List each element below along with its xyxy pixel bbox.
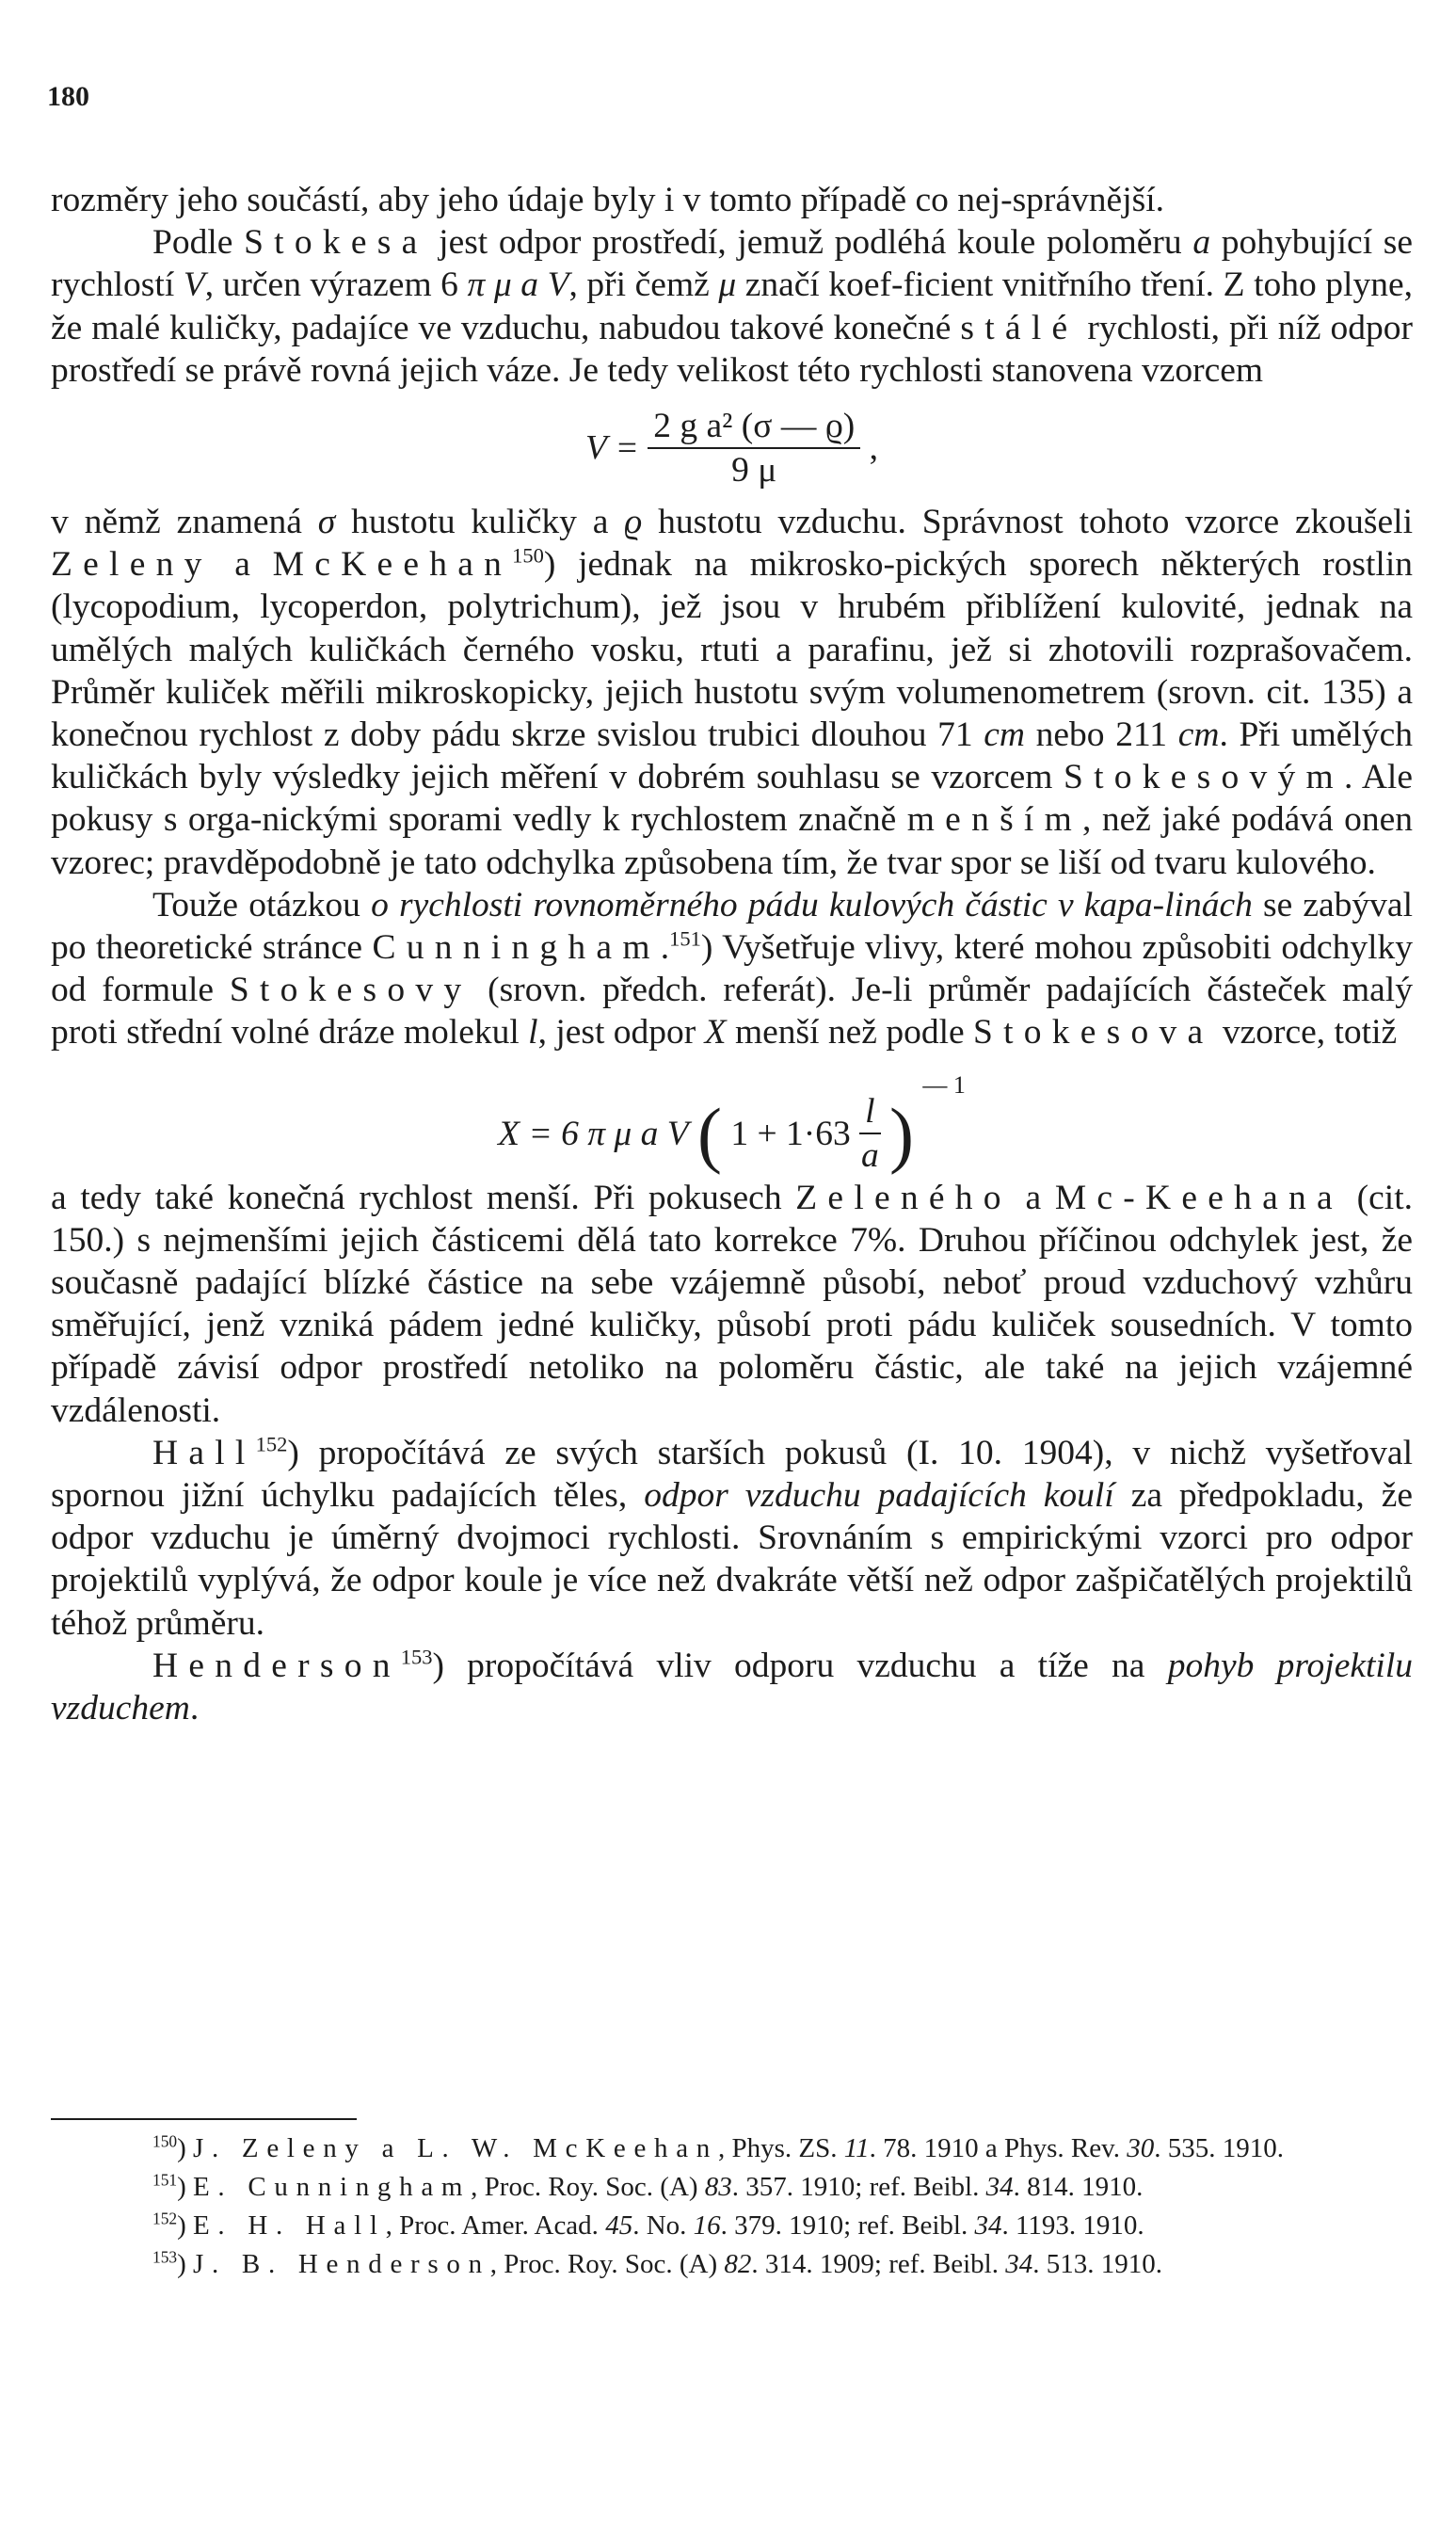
eq1-denominator: 9 μ [731,451,777,490]
paragraph-4: Touže otázkou o rychlosti rovnoměrného pádu kulových částic v kapa-linách se zabýval po theoretické stránce Cunningham.$^{151}$) Vyšetřuje vlivy, které mohou způsobiti odchylky od formule Stokesovy (srovn. předch. referát). Je-li průměr padajících částeček malý proti střední volné dráze molekul l, jest odpor X menší než podle Stokesova vzorce, totiž [51,885,1413,1053]
footnote-ref-150: 150 [512,543,544,568]
paragraph-1: rozměry jeho součástí, aby jeho údaje byly i v tomto případě co nej-správnější. [51,181,1165,219]
eq2-sum: 1 + 1·63 [730,1114,851,1153]
eq1-numerator: 2 g a² (σ — ϱ) [648,405,860,449]
eq2-fraction [859,1090,880,1177]
footnote-152: $^{152}$) E. H. Hall, Proc. Amer. Acad. 45. No. 16. 379. 1910; ref. Beibl. 34. 1193. 1910. [152,2209,1144,2241]
eq2-frac-num: l [859,1090,880,1134]
footnote-ref-152: 152 [255,1432,288,1456]
author-stokes: Stokesa [244,223,428,263]
footnote-153: $^{153}$) J. B. Henderson, Proc. Roy. Soc. (A) 82. 314. 1909; ref. Beibl. 34. 513. 1910. [152,2247,1162,2279]
author-henderson: Henderson [152,1646,401,1685]
eq2-lhs: X = 6 π μ a V [498,1114,689,1153]
paragraph-3: v němž znamená σ hustotu kuličky a ϱ hustotu vzduchu. Správnost tohoto vzorce zkoušeli Zeleny a McKeehan$^{150}$) jednak na mikrosko-pických sporech některých rostlin (lycopodium, lycoperdon, polytrichum), jež jsou v hrubém přiblížení kulovité, jednak na umělých malých kuličkách černého vosku, rtuti a parafinu, jež si zhotovili rozprašovačem. Průměr kuliček měřili mikroskopicky, jejich hustotu svým volumenometrem (srovn. cit. 135) a konečnou rychlost z doby pádu skrze svislou trubici dlouhou 71 cm nebo 211 cm. Při umělých kuličkách byly výsledky jejich měření v dobrém souhlasu se vzorcem Stokesovým. Ale pokusy s orga-nickými sporami vedly k rychlostem značně menším, než jaké podává onen vzorec; pravděpodobně je tato odchylka způsobena tím, že tvar spor se liší od tvaru kulového. [51,503,1414,882]
spaced-word: stálé [960,308,1079,347]
footnote-ref-153: 153 [400,1645,433,1669]
footnote-151: $^{151}$) E. Cunningham, Proc. Roy. Soc. (A) 83. 357. 1910; ref. Beibl. 34. 814. 1910. [152,2170,1144,2202]
author-mckeehan: McKeehan [272,545,513,585]
equation-resistance [51,1054,1413,1177]
page-number: 180 [47,81,89,112]
eq1-fraction [648,405,860,491]
paragraph-7: Henderson$^{153}$) propočítává vliv odporu vzduchu a tíže na pohyb projektilu vzduchem. [51,1645,1413,1728]
paragraph-2: Podle Stokesa jest odpor prostředí, jemuž podléhá koule poloměru a pohybující se rychlostí V, určen výrazem 6 π μ a V, při čemž μ značí koef-ficient vnitřního tření. Z toho plyne, že malé kuličky, padajíce ve vzduchu, nabudou takové konečné stálé rychlosti, při níž odpor prostředí se právě rovná jejich váze. Je tedy velikost této rychlosti stanovena vzorcem [51,223,1414,390]
eq2-frac-den: a [860,1136,879,1176]
footnotes [51,2132,1413,2287]
footnote-150: $^{150}$) J. Zeleny a L. W. McKeehan, Phys. ZS. 11. 78. 1910 a Phys. Rev. 30. 535. 1910. [152,2131,1285,2163]
eq1-trail: , [869,428,879,468]
footnote-ref-151: 151 [669,926,701,951]
eq2-exponent: — 1 [922,1070,966,1099]
equation-velocity [51,392,1413,501]
eq2-open-paren: ( [697,1092,723,1175]
paragraph-6: Hall$^{152}$) propočítává ze svých starších pokusů (I. 10. 1904), v nichž vyšetřoval spornou jižní úchylku padajících těles, odpor vzduchu padajících koulí za předpokladu, že odpor vzduchu je úměrný dvojmoci rychlosti. Srovnáním s empirickými vzorci pro odpor projektilů vyplývá, že odpor koule je více než dvakráte větší než odpor zašpičatělých projektilů téhož průměru. [51,1432,1413,1643]
eq1-lhs: V = [584,428,639,468]
paragraph-5: a tedy také konečná rychlost menší. Při pokusech Zeleného a Mc-Keehana (cit. 150.) s nejmenšími jejich částicemi dělá tato korrekce 7%. Druhou příčinou odchylek jest, že současně padající blízké částice na sebe vzájemně působí, neboť proud vzduchový vzhůru směřující, jenž vzniká pádem jedné kuličky, působí proti pádu kuliček sousedních. V tomto případě závisí odpor prostředí netoliko na poloměru částic, ale také na jejich vzájemné vzdálenosti. [51,1178,1413,1430]
eq2-close-paren: ) [888,1092,914,1175]
author-hall: Hall [152,1433,256,1472]
author-cunningham: Cunningham [372,928,661,968]
footnote-rule [51,2118,357,2120]
author-zeleny: Zeleny [51,545,213,585]
main-text [51,179,1413,1729]
italic-topic: o rychlosti rovnoměrného pádu kulových částic v kapa-linách [371,885,1253,924]
